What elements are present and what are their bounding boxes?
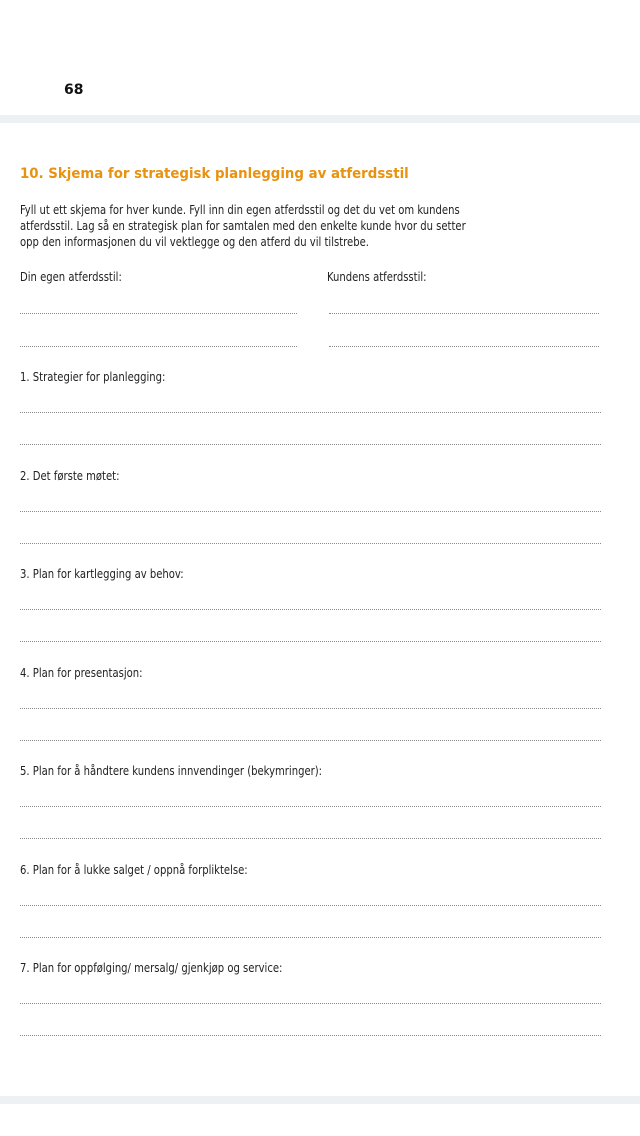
answer-line[interactable] [20, 609, 601, 610]
answer-line[interactable] [20, 740, 601, 741]
answer-line[interactable] [20, 905, 601, 906]
section-label: 7. Plan for oppfølging/ mersalg/ gjenkjøp og service: [20, 961, 283, 975]
intro-line: Fyll ut ett skjema for hver kunde. Fyll inn din egen atferdsstil og det du vet om kundens [20, 203, 460, 217]
answer-line[interactable] [20, 806, 601, 807]
answer-line[interactable] [20, 838, 601, 839]
section-label: 1. Strategier for planlegging: [20, 370, 166, 384]
answer-line[interactable] [20, 937, 601, 938]
own-style-label: Din egen atferdsstil: [20, 270, 122, 284]
answer-line[interactable] [20, 412, 601, 413]
top-separator [0, 115, 640, 123]
section-label: 3. Plan for kartlegging av behov: [20, 567, 184, 581]
bottom-separator [0, 1096, 640, 1104]
section-label: 6. Plan for å lukke salget / oppnå forpliktelse: [20, 862, 248, 877]
customer-style-field[interactable] [329, 313, 599, 314]
own-style-field[interactable] [20, 313, 297, 314]
answer-line[interactable] [20, 1003, 601, 1004]
page-number: 68 [64, 82, 84, 98]
answer-line[interactable] [20, 511, 601, 512]
intro-line: opp den informasjonen du vil vektlegge og den atferd du vil tilstrebe. [20, 235, 369, 249]
section-label: 5. Plan for å håndtere kundens innvendinger (bekymringer): [20, 764, 323, 778]
customer-style-field[interactable] [329, 346, 599, 347]
intro-text [20, 202, 620, 250]
answer-line[interactable] [20, 641, 601, 642]
intro-line: atferdsstil. Lag så en strategisk plan for samtalen med den enkelte kunde hvor du setter [20, 219, 466, 233]
answer-line[interactable] [20, 1035, 601, 1036]
section-label: 4. Plan for presentasjon: [20, 665, 143, 680]
customer-style-label: Kundens atferdsstil: [327, 270, 427, 284]
section-label: 2. Det første møtet: [20, 468, 120, 483]
own-style-field[interactable] [20, 346, 297, 347]
answer-line[interactable] [20, 708, 601, 709]
answer-line[interactable] [20, 444, 601, 445]
form-title: 10. Skjema for strategisk planlegging av atferdsstil [20, 166, 409, 182]
answer-line[interactable] [20, 543, 601, 544]
